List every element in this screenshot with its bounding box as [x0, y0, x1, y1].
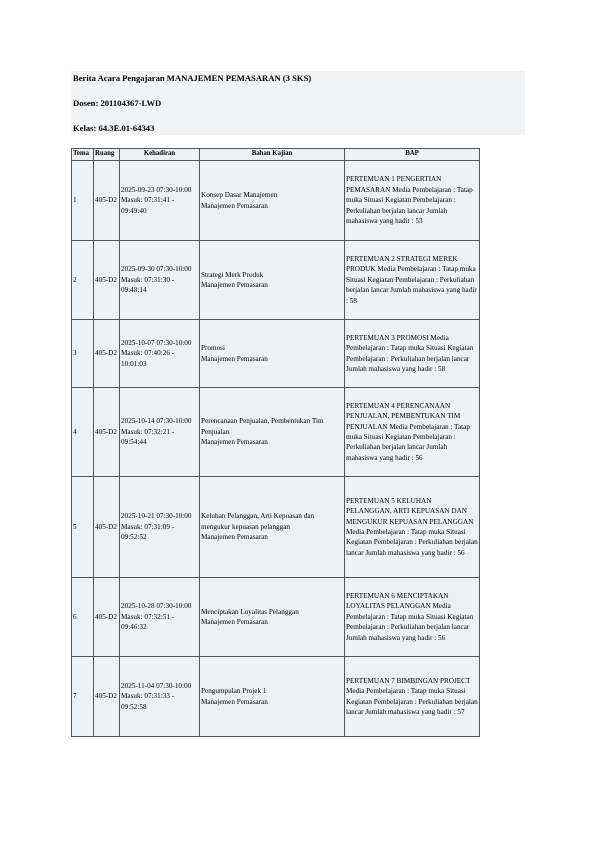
schedule-time: 2025-10-28 07:30-10:00 — [121, 602, 192, 611]
cell-tema: 7 — [72, 657, 94, 737]
table-row — [72, 241, 480, 320]
cell-tema: 4 — [72, 388, 94, 477]
topic: Pengumpulan Projek 1 — [201, 687, 267, 696]
cell-ruang: 405-D2 — [94, 241, 120, 320]
cell-bap: PERTEMUAN 7 BIMBINGAN PROJECT Media Pembelajaran : Tatap muka Situasi Kegiatan Pembelajaran : Perkuliahan berjalan lancar Jumlah mahasiswa yang hadir : 57 — [345, 657, 480, 737]
column-header-kehadiran: Kehadiran — [120, 149, 200, 161]
schedule-time: 2025-10-14 07:30-10:00 — [121, 417, 192, 426]
cell-ruang: 405-D2 — [94, 477, 120, 578]
cell-bahan-kajian — [200, 320, 345, 388]
column-header-bahan-kajian: Bahan Kajian — [200, 149, 345, 161]
lecturer-label: Dosen: 201104367-LWD — [73, 98, 162, 108]
cell-kehadiran — [120, 320, 200, 388]
column-header-tema: Tema — [72, 149, 94, 161]
course-name: Manajemen Pemasaran — [201, 618, 268, 626]
cell-tema: 2 — [72, 241, 94, 320]
topic: Perencanaan Penjualan, Pembentukan Tim Penjualan — [201, 417, 324, 436]
cell-ruang: 405-D2 — [94, 657, 120, 737]
cell-kehadiran — [120, 161, 200, 241]
cell-bahan-kajian — [200, 477, 345, 578]
cell-bap: PERTEMUAN 6 MENCIPTAKAN LOYALITAS PELANGGAN Media Pembelajaran : Tatap muka Situasi Kegiatan Pembelajaran : Perkuliahan berjalan lancar Jumlah mahasiswa yang hadir : 56 — [345, 578, 480, 657]
topic: Strategi Merk Produk — [201, 270, 264, 279]
table-header-row — [72, 149, 480, 161]
cell-tema: 3 — [72, 320, 94, 388]
check-in-time: Masuk: 07:31:33 - 09:52:58 — [121, 692, 175, 711]
cell-kehadiran — [120, 578, 200, 657]
course-name: Manajemen Pemasaran — [201, 354, 268, 363]
cell-bahan-kajian — [200, 578, 345, 657]
class-label: Kelas: 64.3E.01-64343 — [73, 123, 155, 133]
course-name: Manajemen Pemasaran — [201, 438, 268, 447]
attendance-table — [71, 148, 480, 737]
topic: Promosi — [201, 344, 225, 353]
schedule-time: 2025-09-30 07:30-10:00 — [121, 265, 192, 274]
check-in-time: Masuk: 07:32:51 - 09:46:32 — [121, 612, 175, 632]
check-in-time: Masuk: 07:32:21 - 09:54:44 — [121, 427, 175, 447]
cell-bahan-kajian — [200, 388, 345, 477]
cell-kehadiran — [120, 657, 200, 737]
course-name: Manajemen Pemasaran — [201, 533, 268, 542]
check-in-time: Masuk: 07:31:30 - 09:48:14 — [121, 275, 175, 295]
column-header-ruang: Ruang — [94, 149, 120, 161]
cell-bahan-kajian — [200, 161, 345, 241]
course-name: Manajemen Pemasaran — [201, 697, 268, 706]
course-name: Manajemen Pemasaran — [201, 281, 268, 289]
cell-ruang: 405-D2 — [94, 578, 120, 657]
cell-kehadiran — [120, 477, 200, 578]
document-header — [71, 71, 525, 135]
check-in-time: Masuk: 07:31:41 - 09:49:40 — [121, 196, 175, 215]
cell-tema: 5 — [72, 477, 94, 578]
cell-ruang: 405-D2 — [94, 388, 120, 477]
cell-kehadiran — [120, 241, 200, 320]
cell-bap: PERTEMUAN 2 STRATEGI MEREK PRODUK Media Pembelajaran : Tatap muka Situasi Kegiatan Pembelajaran : Perkuliahan berjalan lancar Jumlah mahasiswa yang hadir : 58 — [345, 241, 480, 320]
cell-kehadiran — [120, 388, 200, 477]
cell-ruang: 405-D2 — [94, 320, 120, 388]
topic: Menciptakan Loyalitas Pelanggan — [201, 607, 299, 616]
table-row — [72, 161, 480, 241]
cell-bap: PERTEMUAN 5 KELUHAN PELANGGAN, ARTI KEPUASAN DAN MENGUKUR KEPUASAN PELANGGAN Media Pembelajaran : Tatap muka Situasi Kegiatan Pembelajaran : Perkuliahan berjalan lancar Jumlah mahasiswa yang hadir : 56 — [345, 477, 480, 578]
document-title: Berita Acara Pengajaran MANAJEMEN PEMASARAN (3 SKS) — [73, 73, 312, 83]
check-in-time: Masuk: 07:40:26 - 10:01:03 — [121, 349, 175, 368]
cell-bahan-kajian — [200, 657, 345, 737]
cell-ruang: 405-D2 — [94, 161, 120, 241]
topic: Konsep Dasar Manajemen — [201, 191, 278, 200]
cell-bap: PERTEMUAN 4 PERENCANAAN PENJUALAN, PEMBENTUKAN TIM PENJUALAN Media Pembelajaran : Tatap muka Situasi Kegiatan Pembelajaran : Perkuliahan berjalan lancar Jumlah mahasiswa yang hadir : 56 — [345, 388, 480, 477]
table-row — [72, 388, 480, 477]
cell-tema: 6 — [72, 578, 94, 657]
check-in-time: Masuk: 07:31:09 - 09:52:52 — [121, 522, 175, 542]
schedule-time: 2025-11-04 07:30-10:00 — [121, 681, 192, 690]
table-row — [72, 477, 480, 578]
table-row — [72, 578, 480, 657]
schedule-time: 2025-10-21 07:30-10:00 — [121, 512, 192, 521]
cell-bap: PERTEMUAN 3 PROMOSI Media Pembelajaran : Tatap muka Situasi Kegiatan Pembelajaran : Perkuliahan berjalan lancar Jumlah mahasiswa yang hadir : 58 — [345, 320, 480, 388]
schedule-time: 2025-10-07 07:30-10:00 — [121, 338, 192, 347]
cell-bap: PERTEMUAN 1 PENGERTIAN PEMASARAN Media Pembelajaran : Tatap muka Situasi Kegiatan Pembelajaran : Perkuliahan berjalan lancar Jumlah mahasiswa yang hadir : 53 — [345, 161, 480, 241]
topic: Keluhan Pelanggan, Arti Kepuasan dan mengukur kepuasan pelanggan — [201, 512, 315, 531]
schedule-time: 2025-09-23 07:30-10:00 — [121, 185, 192, 194]
course-name: Manajemen Pemasaran — [201, 201, 268, 210]
column-header-bap: BAP — [345, 149, 480, 161]
table-row — [72, 320, 480, 388]
cell-bahan-kajian — [200, 241, 345, 320]
table-row — [72, 657, 480, 737]
cell-tema: 1 — [72, 161, 94, 241]
